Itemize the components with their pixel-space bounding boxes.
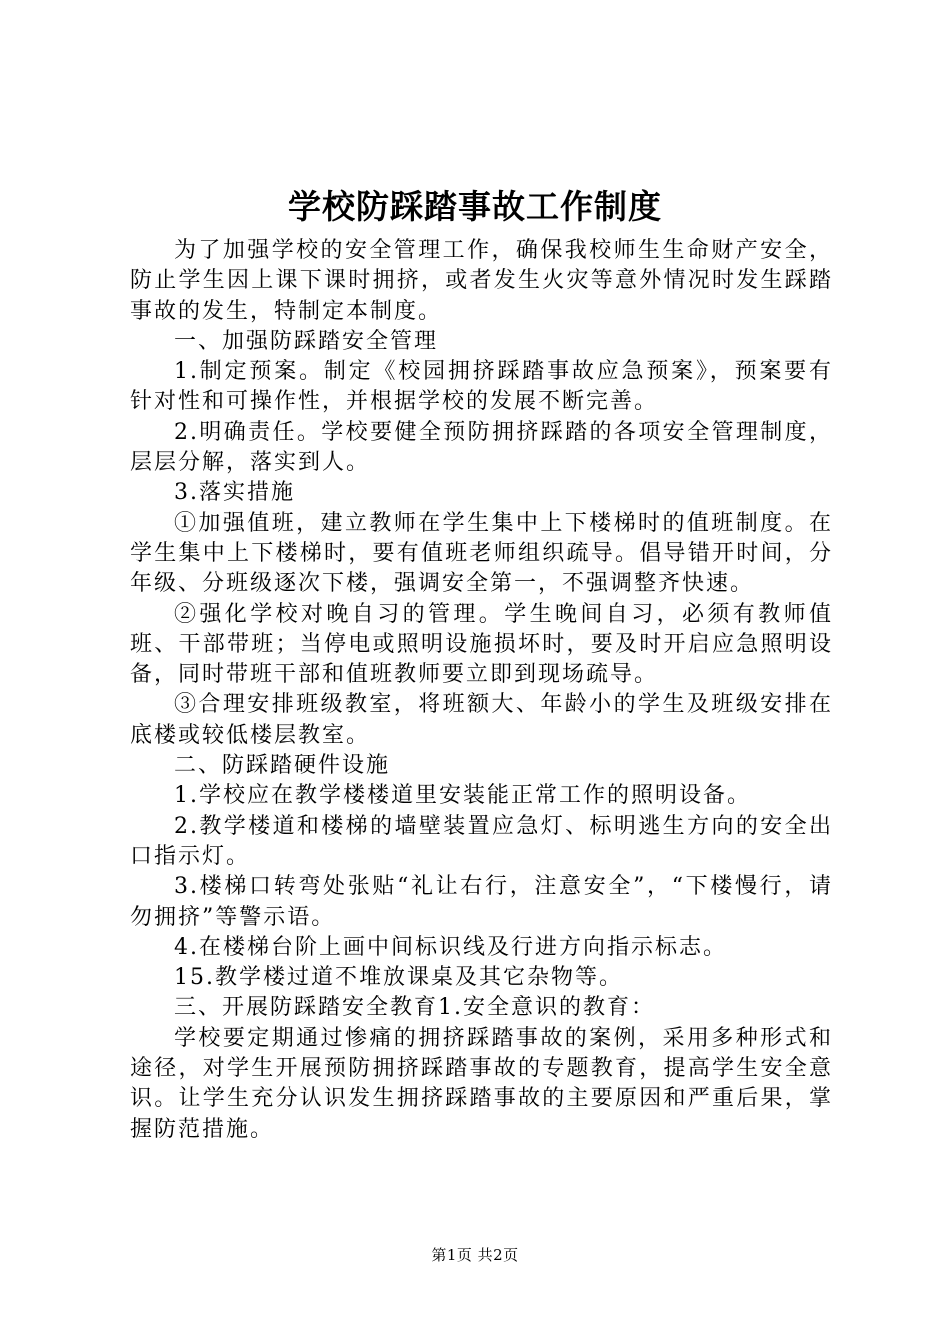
paragraph: 3.楼梯口转弯处张贴“礼让右行，注意安全”，“下楼慢行，请勿拥挤”等警示语。 bbox=[130, 874, 833, 930]
paragraph-intro: 为了加强学校的安全管理工作，确保我校师生生命财产安全，防止学生因上课下课时拥挤，或者发生火灾等意外情况时发生踩踏事故的发生，特制定本制度。 bbox=[130, 238, 833, 324]
paragraph: 15.教学楼过道不堆放课桌及其它杂物等。 bbox=[174, 965, 623, 991]
section-heading-3: 三、开展防踩踏安全教育1.安全意识的教育： bbox=[174, 995, 655, 1021]
page-number-footer: 第1页 共2页 bbox=[431, 1246, 519, 1264]
paragraph: 2.明确责任。学校要健全预防拥挤踩踏的各项安全管理制度，层层分解，落实到人。 bbox=[130, 419, 833, 476]
paragraph: 1.制定预案。制定《校园拥挤踩踏事故应急预案》，预案要有针对性和可操作性，并根据学校的发展不断完善。 bbox=[130, 359, 833, 415]
section-heading-1: 一、加强防踩踏安全管理 bbox=[174, 328, 439, 354]
paragraph: 4.在楼梯台阶上画中间标识线及行进方向指示标志。 bbox=[174, 934, 727, 960]
document-title: 学校防踩踏事故工作制度 bbox=[288, 187, 662, 226]
section-heading-2: 二、防踩踏硬件设施 bbox=[174, 753, 391, 779]
paragraph: ③合理安排班级教室，将班额大、年龄小的学生及班级安排在底楼或较低楼层教室。 bbox=[130, 692, 833, 748]
paragraph: 3.落实措施 bbox=[174, 480, 295, 506]
paragraph: 2.教学楼道和楼梯的墙壁装置应急灯、标明逃生方向的安全出口指示灯。 bbox=[130, 813, 833, 869]
paragraph: 1.学校应在教学楼楼道里安装能正常工作的照明设备。 bbox=[174, 783, 751, 809]
document-body bbox=[130, 236, 833, 1145]
paragraph: ②强化学校对晚自习的管理。学生晚间自习，必须有教师值班、干部带班；当停电或照明设施损坏时，要及时开启应急照明设备，同时带班干部和值班教师要立即到现场疏导。 bbox=[130, 601, 833, 688]
paragraph: ①加强值班，建立教师在学生集中上下楼梯时的值班制度。在学生集中上下楼梯时，要有值班老师组织疏导。倡导错开时间，分年级、分班级逐次下楼，强调安全第一，不强调整齐快速。 bbox=[130, 510, 833, 597]
paragraph: 学校要定期通过惨痛的拥挤踩踏事故的案例，采用多种形式和途径，对学生开展预防拥挤踩踏事故的专题教育，提高学生安全意识。让学生充分认识发生拥挤踩踏事故的主要原因和严重后果，掌握防范措施。 bbox=[130, 1025, 833, 1142]
